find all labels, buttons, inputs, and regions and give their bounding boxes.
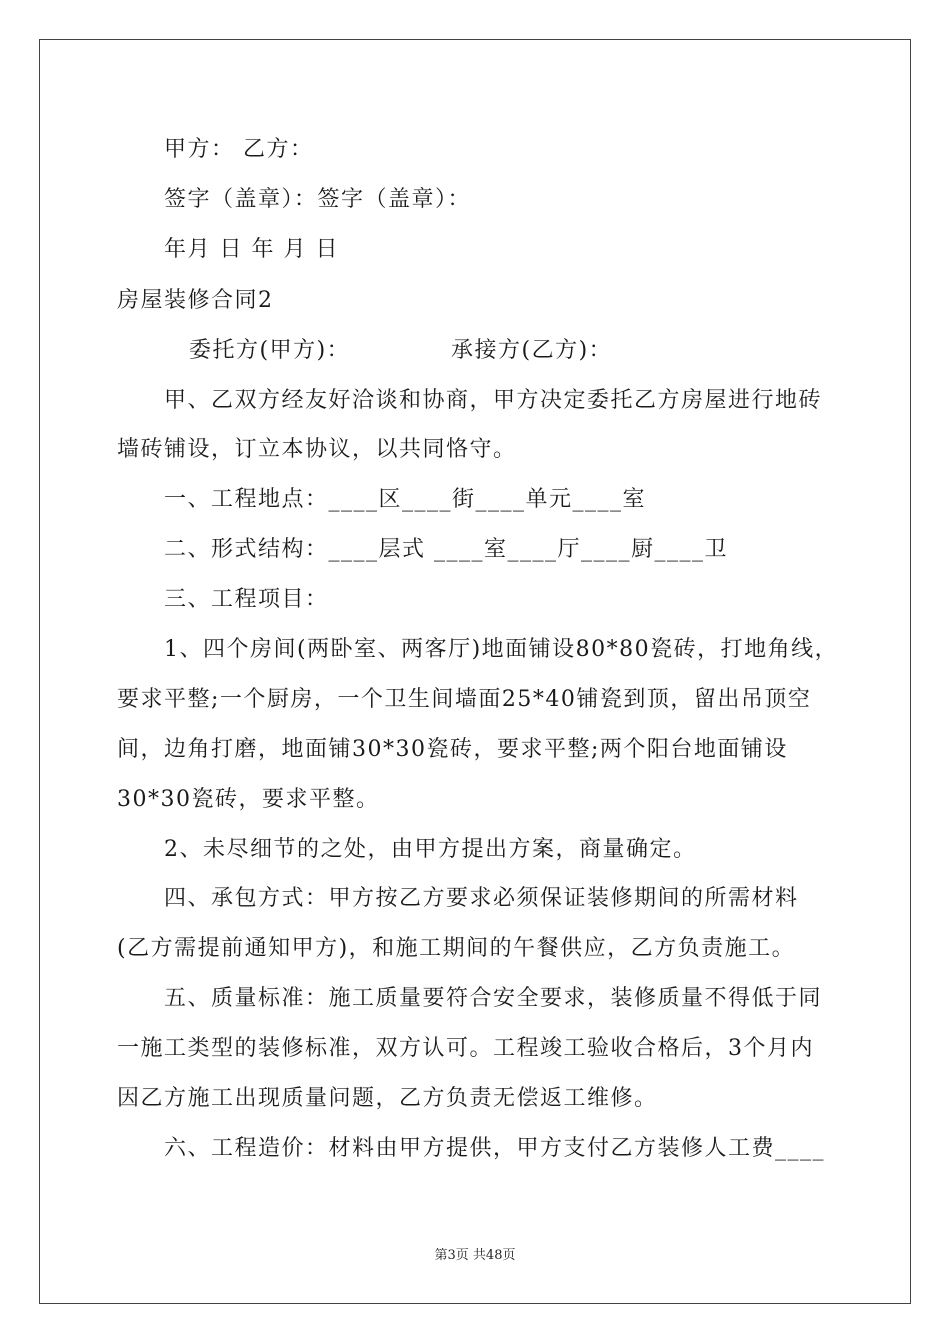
body-line: 30*30瓷砖，要求平整。 [117,787,380,812]
body-line: 五、质量标准：施工质量要符合安全要求，装修质量不得低于同 [164,986,823,1011]
signature-parties-line: 甲方： 乙方： [164,137,314,162]
body-line: 二、形式结构：____层式 ____室____厅____厨____卫 [164,537,728,562]
body-line: 因乙方施工出现质量问题，乙方负责无偿返工维修。 [117,1086,658,1111]
signature-date-line: 年月 日 年 月 日 [164,237,339,262]
body-line: 2、未尽细节的之处，由甲方提出方案，商量确定。 [164,837,697,862]
body-line: 要求平整;一个厨房，一个卫生间墙面25*40铺瓷到顶，留出吊顶空 [117,687,812,712]
client-party-label: 委托方(甲方)： [189,338,351,363]
page-number-footer: 第3页 共48页 [434,1248,516,1263]
contractor-party-label: 承接方(乙方)： [451,338,613,363]
body-line: 六、工程造价：材料由甲方提供，甲方支付乙方装修人工费____ [164,1136,826,1161]
body-line: 三、工程项目： [164,587,329,612]
body-line: (乙方需提前通知甲方)，和施工期间的午餐供应，乙方负责施工。 [117,936,796,961]
body-line: 一、工程地点：____区____街____单元____室 [164,487,647,512]
page-border [39,39,911,1304]
body-line: 甲、乙双方经友好洽谈和协商，甲方决定委托乙方房屋进行地砖 [164,388,823,413]
body-line: 1、四个房间(两卧室、两客厅)地面铺设80*80瓷砖，打地角线， [164,637,839,662]
body-line: 间，边角打磨，地面铺30*30瓷砖，要求平整;两个阳台地面铺设 [117,737,788,762]
body-line: 四、承包方式：甲方按乙方要求必须保证装修期间的所需材料 [164,886,799,911]
body-line: 墙砖铺设，订立本协议，以共同恪守。 [117,437,517,462]
contract-title: 房屋装修合同2 [117,288,274,313]
body-line: 一施工类型的装修标准，双方认可。工程竣工验收合格后，3个月内 [117,1036,814,1061]
signature-sign-line: 签字（盖章）：签字（盖章）： [164,187,472,212]
